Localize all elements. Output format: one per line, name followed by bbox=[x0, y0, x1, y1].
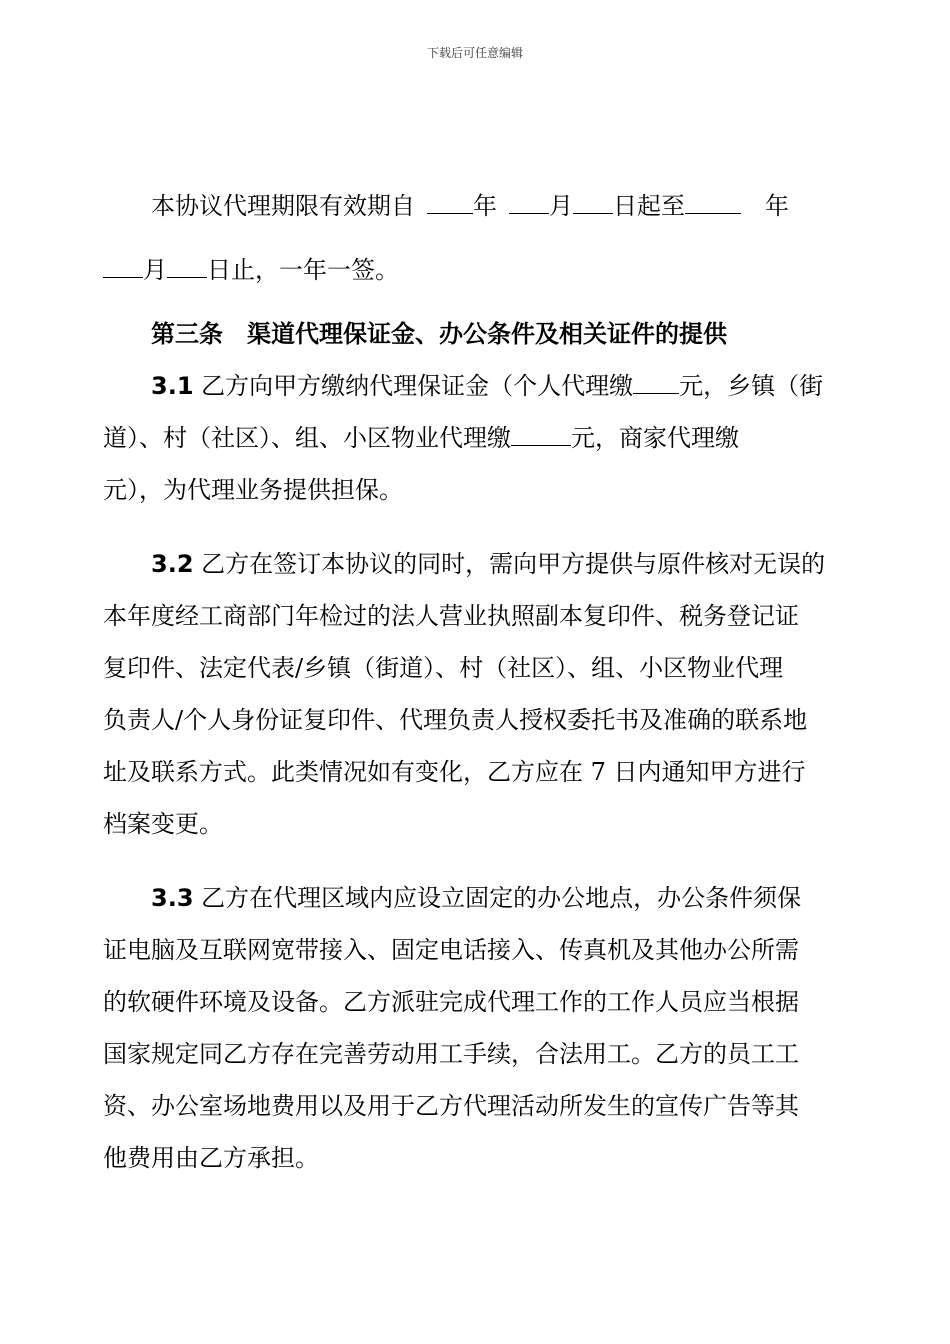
s32-line-5: 址及联系方式。此类情况如有变化，乙方应在 7 日内通知甲方进行 bbox=[103, 758, 806, 786]
end-month-blank bbox=[103, 257, 143, 278]
section-3-3 bbox=[103, 872, 851, 1184]
period-end-text: 日止，一年一签。 bbox=[207, 256, 399, 284]
s33-line-1 bbox=[103, 872, 851, 924]
s32-line-1 bbox=[103, 538, 851, 590]
s33-text-1: 乙方在代理区域内应设立固定的办公地点，办公条件须保 bbox=[201, 884, 802, 912]
s33-line-4: 国家规定同乙方存在完善劳动用工手续，合法用工。乙方的员工工 bbox=[103, 1040, 799, 1068]
end-day-blank bbox=[167, 257, 207, 278]
day-blank bbox=[573, 193, 613, 214]
section-3-2 bbox=[103, 538, 851, 850]
period-line-2 bbox=[103, 244, 851, 296]
s31-line-2 bbox=[103, 412, 851, 464]
s33-number: 3.3 bbox=[151, 884, 194, 912]
period-month-label: 月 bbox=[549, 192, 573, 220]
s32-line-3: 复印件、法定代表/乡镇（街道）、村（社区）、组、小区物业代理 bbox=[103, 654, 784, 682]
s33-line-6: 他费用由乙方承担。 bbox=[103, 1144, 319, 1172]
property-deposit-blank bbox=[511, 425, 571, 446]
period-text-start: 本协议代理期限有效期自 bbox=[151, 192, 415, 220]
s33-line-3: 的软硬件环境及设备。乙方派驻完成代理工作的工作人员应当根据 bbox=[103, 988, 799, 1016]
period-line-1 bbox=[103, 180, 851, 232]
section-3-1 bbox=[103, 360, 851, 516]
page-header: 下载后可任意编辑 bbox=[426, 46, 523, 60]
s31-text-2b: 元，商家代理缴 bbox=[571, 424, 739, 452]
s32-line-4: 负责人/个人身份证复印件、代理负责人授权委托书及准确的联系地 bbox=[103, 706, 808, 734]
period-year-label: 年 bbox=[473, 192, 497, 220]
article3-heading: 第三条 渠道代理保证金、办公条件及相关证件的提供 bbox=[151, 320, 727, 348]
end-year-blank bbox=[685, 193, 741, 214]
s32-line-2: 本年度经工商部门年检过的法人营业执照副本复印件、税务登记证 bbox=[103, 602, 799, 630]
s31-text-1a: 乙方向甲方缴纳代理保证金（个人代理缴 bbox=[201, 372, 634, 400]
s31-line-3: 元），为代理业务提供担保。 bbox=[103, 476, 403, 504]
s32-number: 3.2 bbox=[151, 550, 194, 578]
s31-text-1b: 元，乡镇（街 bbox=[679, 372, 824, 400]
period-end-year-label: 年 bbox=[765, 192, 789, 220]
month-blank bbox=[509, 193, 549, 214]
period-end-month-label: 月 bbox=[143, 256, 167, 284]
s33-line-2: 证电脑及互联网宽带接入、固定电话接入、传真机及其他办公所需 bbox=[103, 936, 799, 964]
period-until-label: 日起至 bbox=[613, 192, 685, 220]
s32-text-1: 乙方在签订本协议的同时，需向甲方提供与原件核对无误的 bbox=[201, 550, 826, 578]
s31-line-1 bbox=[103, 360, 851, 412]
s31-number: 3.1 bbox=[151, 372, 194, 400]
s32-line-6: 档案变更。 bbox=[103, 810, 223, 838]
s33-line-5: 资、办公室场地费用以及用于乙方代理活动所发生的宣传广告等其 bbox=[103, 1092, 799, 1120]
document-body bbox=[103, 180, 851, 1184]
s31-text-2a: 道）、村（社区）、组、小区物业代理缴 bbox=[103, 424, 511, 452]
individual-deposit-blank bbox=[633, 373, 679, 394]
year-blank bbox=[427, 193, 473, 214]
